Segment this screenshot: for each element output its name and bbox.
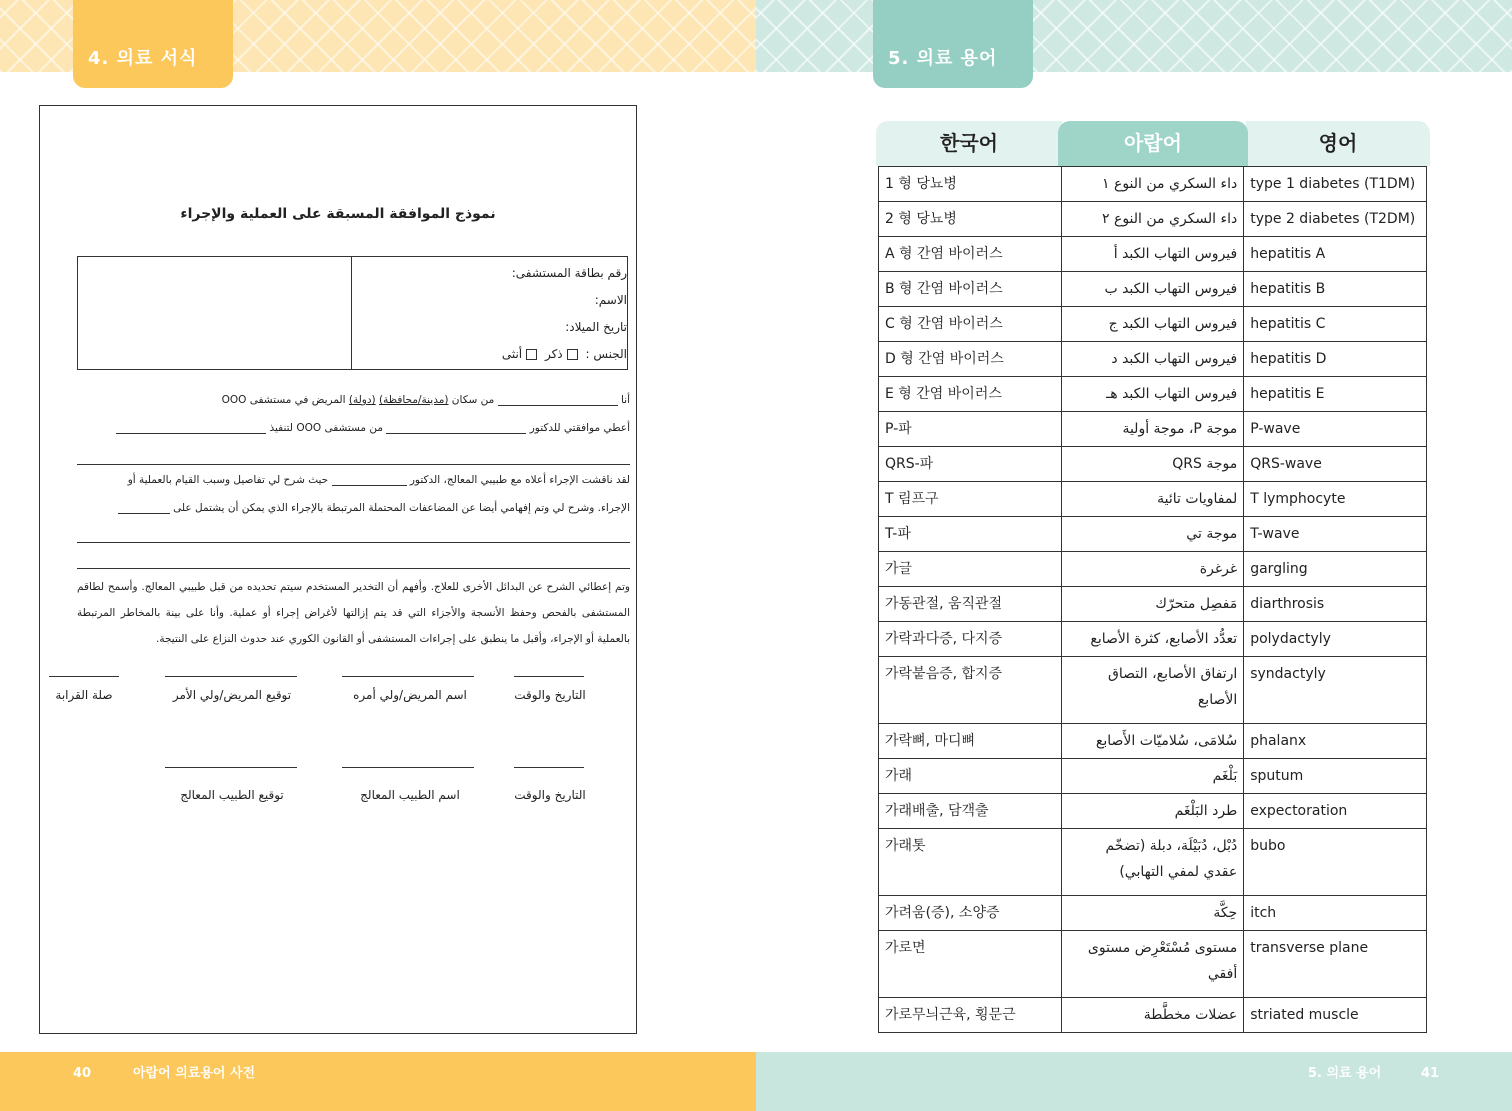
text-resident: من سكان <box>451 394 495 406</box>
sig-line-date-1 <box>514 676 584 677</box>
birth-date-field: تاريخ الميلاد: <box>565 320 627 334</box>
patient-id-box <box>77 256 628 370</box>
term-korean: 가락붙음증, 합지증 <box>879 657 1062 724</box>
sig-line-relation <box>49 676 119 677</box>
term-arabic: داء السكري من النوع ١ <box>1061 167 1244 202</box>
rule-1 <box>77 464 630 465</box>
term-english: polydactyly <box>1244 622 1427 657</box>
text-country: (دولة) <box>348 394 376 406</box>
rule-2 <box>77 542 630 543</box>
term-arabic: فيروس التهاب الكبد ج <box>1061 307 1244 342</box>
table-row <box>879 482 1427 517</box>
label-doctor-signature: توقيع الطبيب المعالج <box>180 788 284 802</box>
term-english: expectoration <box>1244 794 1427 829</box>
term-arabic: عضلات مخطَّطة <box>1061 998 1244 1033</box>
term-korean: QRS-파 <box>879 447 1062 482</box>
form-title: نموذج الموافقة المسبقة على العملية والإجراء <box>180 206 496 222</box>
table-row <box>879 342 1427 377</box>
sig-line-doctor-name <box>342 767 474 768</box>
table-row <box>879 587 1427 622</box>
sig-line-doctor-signature <box>165 767 297 768</box>
term-korean: 가래톳 <box>879 829 1062 896</box>
term-korean: 가로면 <box>879 931 1062 998</box>
footer-left <box>0 1052 756 1111</box>
term-english: P-wave <box>1244 412 1427 447</box>
term-english: type 1 diabetes (T1DM) <box>1244 167 1427 202</box>
term-english: bubo <box>1244 829 1427 896</box>
book-title: 아랍어 의료용어 사전 <box>133 1066 256 1081</box>
blank-procedure <box>116 433 266 434</box>
consent-form <box>39 105 637 1034</box>
term-arabic: طرد البَلْغَم <box>1061 794 1244 829</box>
blank-name <box>498 405 618 406</box>
term-arabic: موجة QRS <box>1061 447 1244 482</box>
female-checkbox <box>526 349 537 360</box>
chapter-tab-left: 4. 의료 서식 <box>73 0 233 88</box>
glossary-table <box>878 166 1427 1033</box>
table-row <box>879 657 1427 724</box>
term-arabic: فيروس التهاب الكبد ب <box>1061 272 1244 307</box>
label-patient-name: اسم المريض/ولي أمره <box>353 688 467 702</box>
term-arabic: غرغرة <box>1061 552 1244 587</box>
term-english: hepatitis A <box>1244 237 1427 272</box>
term-english: transverse plane <box>1244 931 1427 998</box>
term-english: type 2 diabetes (T2DM) <box>1244 202 1427 237</box>
blank-doctor <box>386 433 526 434</box>
table-row <box>879 272 1427 307</box>
label-date-time-2: التاريخ والوقت <box>514 788 586 802</box>
table-row <box>879 794 1427 829</box>
label-patient-signature: توقيع المريض/ولي الأمر <box>172 688 292 702</box>
gender-label: الجنس : <box>585 347 627 361</box>
term-korean: T-파 <box>879 517 1062 552</box>
term-arabic: حِكَّة <box>1061 896 1244 931</box>
term-arabic: ارتفاق الأصابع، التصاق الأصابع <box>1061 657 1244 724</box>
text-complications: الإجراء. وشرح لي وتم إفهامي أيضا عن المضاعفات المحتملة المرتبطة بالإجراء الذي يمكن أن يشتمل على <box>173 502 630 514</box>
name-field: الاسم: <box>594 293 627 307</box>
term-korean: 가락과다증, 다지증 <box>879 622 1062 657</box>
table-row <box>879 167 1427 202</box>
text-explained: حيث شرح لي تفاصيل وسبب القيام بالعملية أو <box>127 474 329 486</box>
chapter-tab-right: 5. 의료 용어 <box>873 0 1033 88</box>
term-english: gargling <box>1244 552 1427 587</box>
term-korean: 2 형 당뇨병 <box>879 202 1062 237</box>
statement-line-2 <box>77 422 630 434</box>
rule-3 <box>77 568 630 569</box>
table-row <box>879 759 1427 794</box>
term-arabic: دُبْل، دُبَيْلَة، دبلة (تضخّم عقدي لمفي التهابي) <box>1061 829 1244 896</box>
term-korean: C 형 간염 바이러스 <box>879 307 1062 342</box>
term-english: phalanx <box>1244 724 1427 759</box>
table-row <box>879 202 1427 237</box>
term-arabic: تعدُّد الأصابع، كثرة الأصابع <box>1061 622 1244 657</box>
term-korean: 가려움(증), 소양증 <box>879 896 1062 931</box>
term-korean: A 형 간염 바이러스 <box>879 237 1062 272</box>
male-label: ذكر <box>544 347 563 361</box>
term-korean: P-파 <box>879 412 1062 447</box>
table-row <box>879 307 1427 342</box>
table-row <box>879 724 1427 759</box>
sig-line-date-2 <box>514 767 584 768</box>
term-arabic: موجة P، موجة أولية <box>1061 412 1244 447</box>
term-arabic: مَفصِل متحرّك <box>1061 587 1244 622</box>
term-arabic: موجة تي <box>1061 517 1244 552</box>
table-row <box>879 412 1427 447</box>
term-english: hepatitis B <box>1244 272 1427 307</box>
term-english: itch <box>1244 896 1427 931</box>
term-korean: E 형 간염 바이러스 <box>879 377 1062 412</box>
term-korean: 가락뼈, 마디뼈 <box>879 724 1062 759</box>
table-row <box>879 377 1427 412</box>
term-english: sputum <box>1244 759 1427 794</box>
statement-line-4 <box>77 502 630 514</box>
term-korean: D 형 간염 바이러스 <box>879 342 1062 377</box>
header-english: 영어 <box>1246 121 1430 166</box>
id-fields <box>352 257 627 369</box>
text-i: أنا <box>620 394 630 406</box>
statement-line-1 <box>77 394 630 406</box>
footer-right <box>756 1052 1512 1111</box>
term-english: T-wave <box>1244 517 1427 552</box>
term-english: hepatitis C <box>1244 307 1427 342</box>
sig-line-patient-signature <box>165 676 297 677</box>
sig-line-patient-name <box>342 676 474 677</box>
page-number-right: 41 <box>1421 1066 1440 1081</box>
table-row <box>879 998 1427 1033</box>
term-korean: 1 형 당뇨병 <box>879 167 1062 202</box>
consent-paragraph: وتم إعطائي الشرح عن البدائل الأخرى للعلاج. وأفهم أن التخدير المستخدم سيتم تحديده من قبل طبيبي المعالج. وأسمح لطاقم المستشفى بالفحص وحفظ الأنسجة والأجزاء التي قد يتم إزالتها لأغراض إجراء أو عملية. وأنا على بينة بالمخاطر المرتبطة بالعملية أو الإجراء، وأقبل ما ينطبق على إجراءات المستشفى أو القانون الكوري عند حدوث النزاع على النتيجة. <box>77 581 630 645</box>
term-arabic: لمفاويات تائية <box>1061 482 1244 517</box>
term-english: hepatitis E <box>1244 377 1427 412</box>
header-korean: 한국어 <box>876 121 1062 166</box>
term-korean: 가동관절, 움직관절 <box>879 587 1062 622</box>
term-korean: B 형 간염 바이러스 <box>879 272 1062 307</box>
text-city: (مدينة/محافظة) <box>379 394 449 406</box>
table-row <box>879 896 1427 931</box>
header-pattern-right <box>756 0 1512 72</box>
term-korean: 가로무늬근육, 횡문근 <box>879 998 1062 1033</box>
table-row <box>879 622 1427 657</box>
female-label: أنثى <box>501 347 523 361</box>
label-doctor-name: اسم الطبيب المعالج <box>360 788 460 802</box>
term-arabic: سُلامَى، سُلاميّات الأَصابع <box>1061 724 1244 759</box>
table-row <box>879 931 1427 998</box>
id-blank-area <box>78 257 352 369</box>
term-english: syndactyly <box>1244 657 1427 724</box>
term-korean: 가글 <box>879 552 1062 587</box>
chapter-title-footer: 5. 의료 용어 <box>1308 1066 1382 1081</box>
term-arabic: مستوى مُسْتَعْرِض مستوى أفقي <box>1061 931 1244 998</box>
term-english: striated muscle <box>1244 998 1427 1033</box>
male-checkbox <box>567 349 578 360</box>
statement-line-3 <box>77 474 630 486</box>
table-row <box>879 829 1427 896</box>
term-arabic: فيروس التهاب الكبد د <box>1061 342 1244 377</box>
text-from-hospital: من مستشفى OOO لتنفيذ <box>269 422 384 434</box>
term-arabic: فيروس التهاب الكبد هـ <box>1061 377 1244 412</box>
term-arabic: بَلْغَم <box>1061 759 1244 794</box>
blank-doctor-2 <box>332 485 407 486</box>
term-korean: 가래배출, 담객출 <box>879 794 1062 829</box>
text-consent: أعطي موافقتي للدكتور <box>529 422 630 434</box>
hospital-card-field: رقم بطاقة المستشفى: <box>511 266 627 280</box>
term-english: T lymphocyte <box>1244 482 1427 517</box>
term-arabic: داء السكري من النوع ٢ <box>1061 202 1244 237</box>
table-row <box>879 517 1427 552</box>
label-date-time-1: التاريخ والوقت <box>514 688 586 702</box>
table-row <box>879 552 1427 587</box>
term-english: diarthrosis <box>1244 587 1427 622</box>
page-number-left: 40 <box>73 1066 92 1081</box>
text-patient-at: المريض في مستشفى OOO <box>221 394 346 406</box>
term-arabic: فيروس التهاب الكبد أ <box>1061 237 1244 272</box>
term-korean: T 림프구 <box>879 482 1062 517</box>
gender-field <box>352 342 627 369</box>
table-row <box>879 447 1427 482</box>
term-english: QRS-wave <box>1244 447 1427 482</box>
term-korean: 가래 <box>879 759 1062 794</box>
blank-complications <box>118 513 170 514</box>
table-row <box>879 237 1427 272</box>
term-english: hepatitis D <box>1244 342 1427 377</box>
text-discussed: لقد ناقشت الإجراء أعلاه مع طبيبي المعالج، الدكتور <box>409 474 630 486</box>
header-arabic: 아랍어 <box>1058 121 1248 166</box>
label-relation: صلة القرابة <box>55 688 113 702</box>
